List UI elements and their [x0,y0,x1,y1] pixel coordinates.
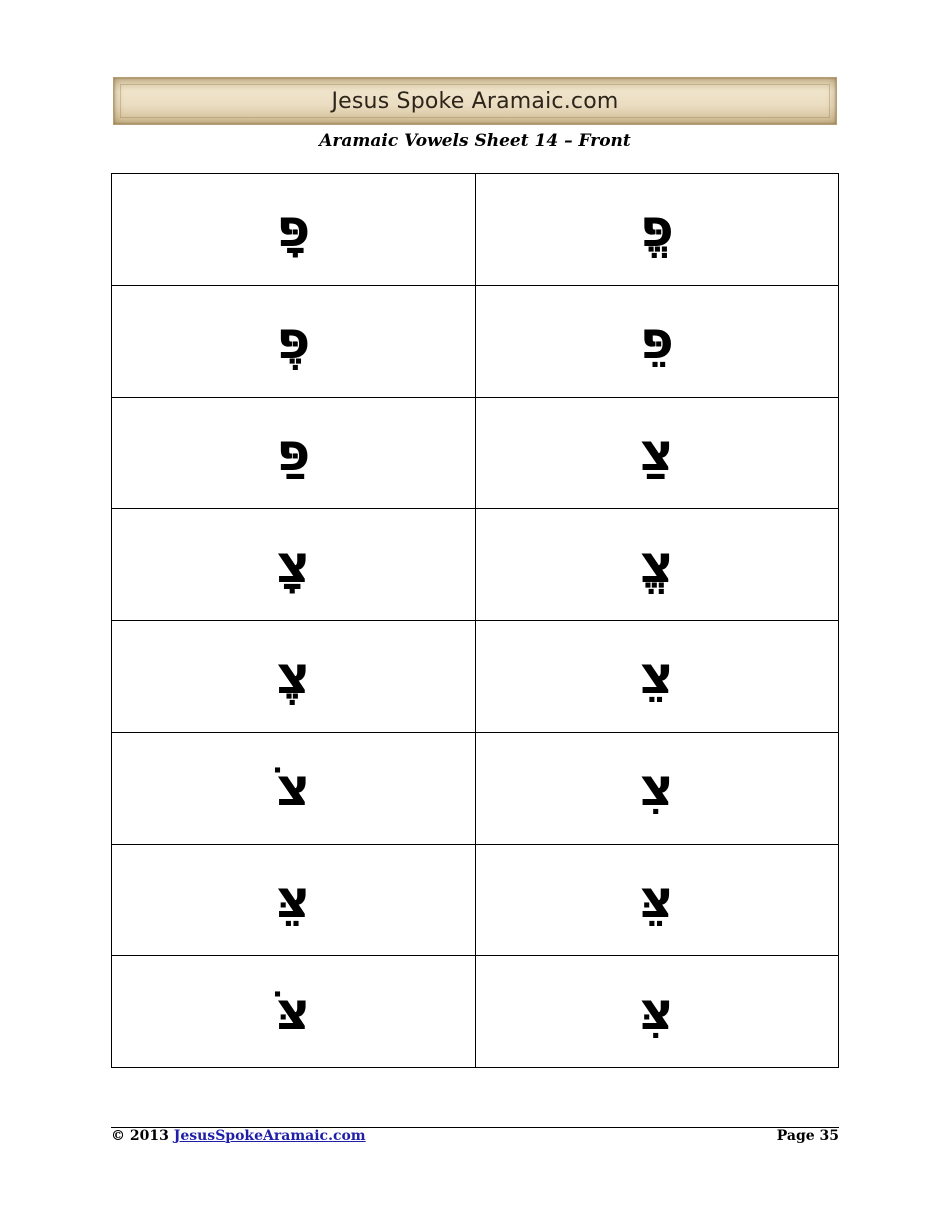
aramaic-glyph: פָּ [276,199,311,260]
aramaic-glyph: צֵ [639,646,674,707]
flashcard [112,174,476,286]
flashcard [475,621,839,733]
card-row [112,844,839,956]
page-footer [111,1128,839,1144]
flashcard [112,621,476,733]
flashcard [475,956,839,1068]
flashcard [112,509,476,621]
aramaic-glyph: צֹּ [276,981,311,1042]
card-row [112,621,839,733]
site-link[interactable]: JesusSpokeAramaic.com [173,1128,366,1144]
aramaic-glyph: צֹ [276,758,311,819]
aramaic-glyph: צִ [639,758,674,819]
flashcard [475,732,839,844]
aramaic-glyph: צֵּ [276,869,311,930]
aramaic-glyph: צַ [639,422,674,483]
card-row [112,174,839,286]
sheet-title: Aramaic Vowels Sheet 14 – Front [319,131,631,151]
card-row [112,956,839,1068]
flashcard [112,397,476,509]
aramaic-glyph: פֵּ [639,311,674,372]
aramaic-glyph: פֱּ [639,199,674,260]
flashcard [475,285,839,397]
flashcard [112,732,476,844]
flashcard [475,509,839,621]
page-number: Page 35 [776,1128,839,1144]
banner-title: Jesus Spoke Aramaic.com [331,88,619,114]
flashcard [475,174,839,286]
aramaic-glyph: צָ [276,534,311,595]
aramaic-glyph: צִּ [639,981,674,1042]
aramaic-glyph: פַּ [276,422,311,483]
card-row [112,509,839,621]
aramaic-glyph: צֶ [276,646,311,707]
header-banner [113,77,837,125]
flashcard [475,397,839,509]
flashcard-grid [111,173,839,1068]
aramaic-glyph: צֱ [639,534,674,595]
flashcard [112,956,476,1068]
flashcard [112,844,476,956]
aramaic-glyph: צֵּ [639,869,674,930]
card-row [112,397,839,509]
card-row [112,732,839,844]
card-row [112,285,839,397]
copyright-text: © 2013 [111,1128,169,1144]
flashcard [475,844,839,956]
footer-left [111,1128,366,1144]
flashcard [112,285,476,397]
aramaic-glyph: פֶּ [276,311,311,372]
